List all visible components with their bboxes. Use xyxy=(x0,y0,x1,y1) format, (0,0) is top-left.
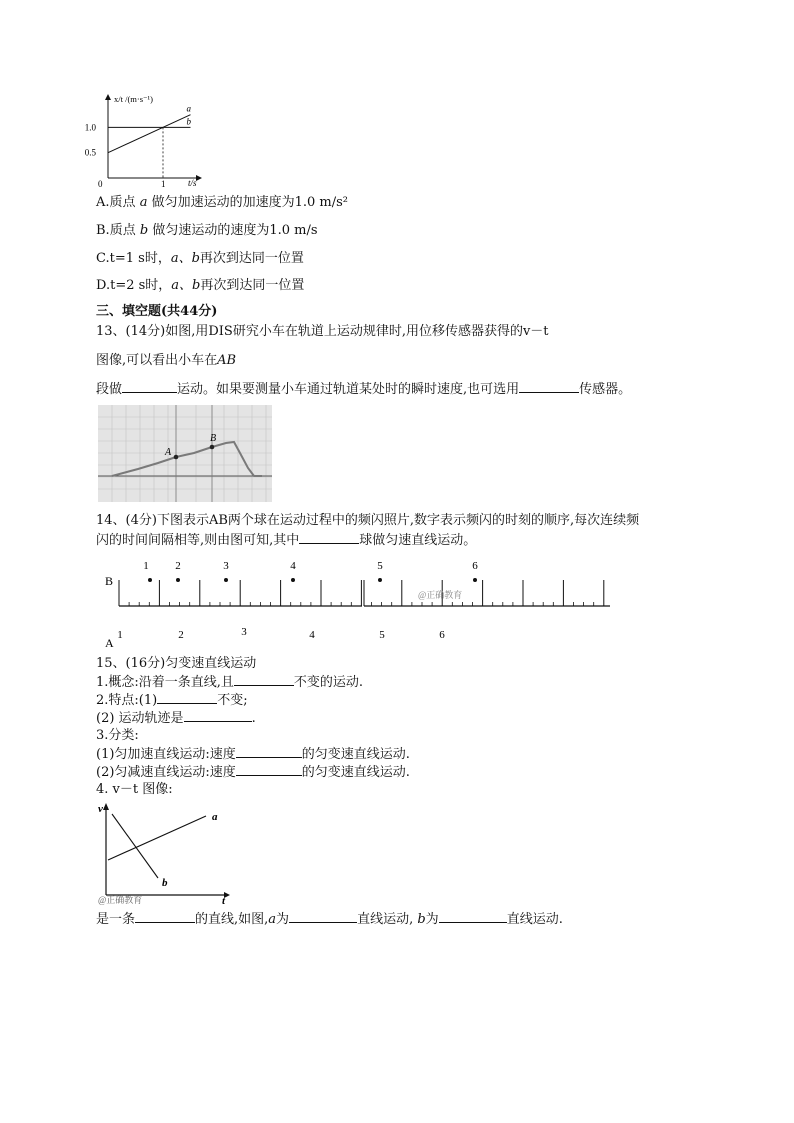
series-b-label: b xyxy=(186,116,191,127)
option-text: 质点 xyxy=(109,195,136,210)
q15-final-line xyxy=(96,910,563,929)
q14-line2 xyxy=(96,531,476,550)
q15-text: 的匀变速直线运动. xyxy=(301,747,410,762)
q15-text: 不变的运动. xyxy=(293,675,364,690)
q15-var: b xyxy=(417,912,426,927)
option-text: 做匀速运动的速度为1.0 m/s xyxy=(152,223,318,238)
x-axis-label: t/s xyxy=(188,178,197,188)
q15-var: a xyxy=(268,912,277,927)
q15-blank-2[interactable] xyxy=(157,691,217,704)
q15-text: (2) 运动轨迹是 xyxy=(96,711,184,726)
q14-strobe-diagram xyxy=(100,555,616,653)
q15-title: 15、(16分)匀变速直线运动 xyxy=(96,656,257,671)
option-letter: A. xyxy=(96,195,110,210)
q15-text: (2)匀减速直线运动:速度 xyxy=(96,765,236,780)
ball-b-number: 6 xyxy=(472,560,478,572)
ball-b-number: 3 xyxy=(223,560,229,572)
ball-a-number: 4 xyxy=(309,629,315,641)
q15-text: . xyxy=(251,711,256,726)
option-text: t=2 s时， xyxy=(110,278,172,293)
ball-b-number: 4 xyxy=(290,560,296,572)
line-a-label: a xyxy=(212,811,218,823)
q15-text: 是一条 xyxy=(96,912,136,927)
q13-text: 传感器。 xyxy=(579,382,632,397)
option-var: a xyxy=(139,195,148,210)
line-a xyxy=(108,816,206,860)
q14-text: 闪的时间间隔相等,则由图可知,其中 xyxy=(96,533,300,548)
line-b-label: b xyxy=(162,877,168,889)
ball-b-dot xyxy=(473,578,477,582)
watermark: @正确教育 xyxy=(98,895,143,905)
point-a-dot xyxy=(174,455,179,460)
option-text: 质点 xyxy=(109,223,136,238)
y-tick-label: 0.5 xyxy=(84,147,96,158)
option-text: 再次到达同一位置 xyxy=(199,251,304,266)
ball-b-number: 5 xyxy=(377,560,383,572)
ball-b-number: 2 xyxy=(175,560,181,572)
ball-a-number: 6 xyxy=(439,629,445,641)
q15-blank-6[interactable] xyxy=(135,910,195,923)
q15-line7: 4. v－t 图像: xyxy=(96,782,173,797)
ball-b-number: 1 xyxy=(143,560,149,572)
option-letter: D. xyxy=(96,278,111,293)
q13-blank-2[interactable] xyxy=(519,380,579,393)
point-a-label: A xyxy=(165,447,172,458)
q15-text: 直线运动, xyxy=(357,912,414,927)
option-var: a、b xyxy=(170,251,200,266)
q15-text: 直线运动. xyxy=(506,912,563,927)
q13-line2 xyxy=(96,352,236,370)
q15-line5 xyxy=(96,745,410,764)
y-axis-label: x/t /(m·s⁻¹) xyxy=(114,94,153,104)
ball-b-dot xyxy=(378,578,382,582)
q15-blank-8[interactable] xyxy=(439,910,507,923)
v-label: v xyxy=(98,803,103,815)
row-b-label: B xyxy=(105,574,114,588)
option-c xyxy=(96,250,304,268)
q13-text: 段做 xyxy=(96,382,123,397)
ball-a-number: 1 xyxy=(117,629,123,641)
q15-text: 为 xyxy=(425,912,439,927)
q13-line3 xyxy=(96,380,631,399)
ball-b-dot xyxy=(291,578,295,582)
option-text: t=1 s时， xyxy=(109,251,171,266)
q13-dis-graph xyxy=(98,405,272,502)
q15-text: 的匀变速直线运动. xyxy=(301,765,410,780)
option-var: a、b xyxy=(171,278,201,293)
q15-line6 xyxy=(96,763,410,782)
ball-b-positions xyxy=(143,560,478,582)
q13-text: 运动。如果要测量小车通过轨道某处时的瞬时速度,也可选用 xyxy=(177,382,520,397)
option-text: 做匀加速运动的加速度为1.0 m/s² xyxy=(151,195,348,210)
t-label: t xyxy=(222,895,226,907)
series-a-line xyxy=(108,115,191,153)
ball-a-positions xyxy=(117,626,445,641)
q13-blank-1[interactable] xyxy=(122,380,177,393)
option-letter: B. xyxy=(96,223,110,238)
y-axis-arrow xyxy=(105,94,111,100)
q15-text: 为 xyxy=(276,912,290,927)
q15-line3 xyxy=(96,709,256,728)
ball-a-number: 5 xyxy=(379,629,385,641)
q12-xt-chart xyxy=(84,92,206,189)
ball-b-dot xyxy=(176,578,180,582)
option-d xyxy=(96,277,304,295)
q15-vt-graph xyxy=(96,798,236,907)
q15-line2 xyxy=(96,691,248,710)
section-title: 三、填空题(共44分) xyxy=(96,304,218,319)
row-a-label: A xyxy=(105,636,114,650)
q13-text: 图像,可以看出小车在 xyxy=(96,353,218,368)
q15-blank-3[interactable] xyxy=(184,709,252,722)
x-tick-label: 0 xyxy=(98,179,103,189)
q15-line4: 3.分类: xyxy=(96,728,139,743)
option-a xyxy=(96,194,348,212)
x-tick-label: 1 xyxy=(161,179,166,189)
graph-background xyxy=(98,405,272,502)
q15-text: 不变; xyxy=(217,693,248,708)
q15-text: 2.特点:(1) xyxy=(96,693,158,708)
q15-blank-4[interactable] xyxy=(236,745,302,758)
point-b-dot xyxy=(210,445,215,450)
ball-a-number: 2 xyxy=(178,629,184,641)
watermark: @正确教育 xyxy=(418,590,463,600)
ball-b-dot xyxy=(224,578,228,582)
line-b xyxy=(112,814,158,878)
ball-b-dot xyxy=(148,578,152,582)
option-letter: C. xyxy=(96,251,110,266)
q15-blank-1[interactable] xyxy=(234,673,294,686)
q13-line1: 13、(14分)如图,用DIS研究小车在轨道上运动规律时,用位移传感器获得的v－t xyxy=(96,324,549,339)
q13-segment-label: AB xyxy=(217,353,237,368)
series-a-label: a xyxy=(186,103,191,114)
option-var: b xyxy=(139,223,149,238)
q14-blank[interactable] xyxy=(299,531,359,544)
point-b-label: B xyxy=(210,433,217,444)
q15-blank-5[interactable] xyxy=(236,763,302,776)
q15-text: 的直线,如图, xyxy=(195,912,269,927)
option-text: 再次到达同一位置 xyxy=(200,278,305,293)
ball-a-number: 3 xyxy=(241,626,247,638)
v-axis-arrow xyxy=(103,803,109,810)
q14-text: 球做匀速直线运动。 xyxy=(359,533,477,548)
option-b xyxy=(96,222,318,240)
q15-text: (1)匀加速直线运动:速度 xyxy=(96,747,236,762)
q15-text: 1.概念:沿着一条直线,且 xyxy=(96,675,234,690)
ruler xyxy=(119,580,610,606)
q15-blank-7[interactable] xyxy=(289,910,357,923)
q14-line1: 14、(4分)下图表示AB两个球在运动过程中的频闪照片,数字表示频闪的时刻的顺序,每次连续频 xyxy=(96,513,640,528)
y-tick-label: 1.0 xyxy=(84,122,96,133)
x-axis-arrow xyxy=(196,175,202,181)
q15-line1 xyxy=(96,673,363,692)
